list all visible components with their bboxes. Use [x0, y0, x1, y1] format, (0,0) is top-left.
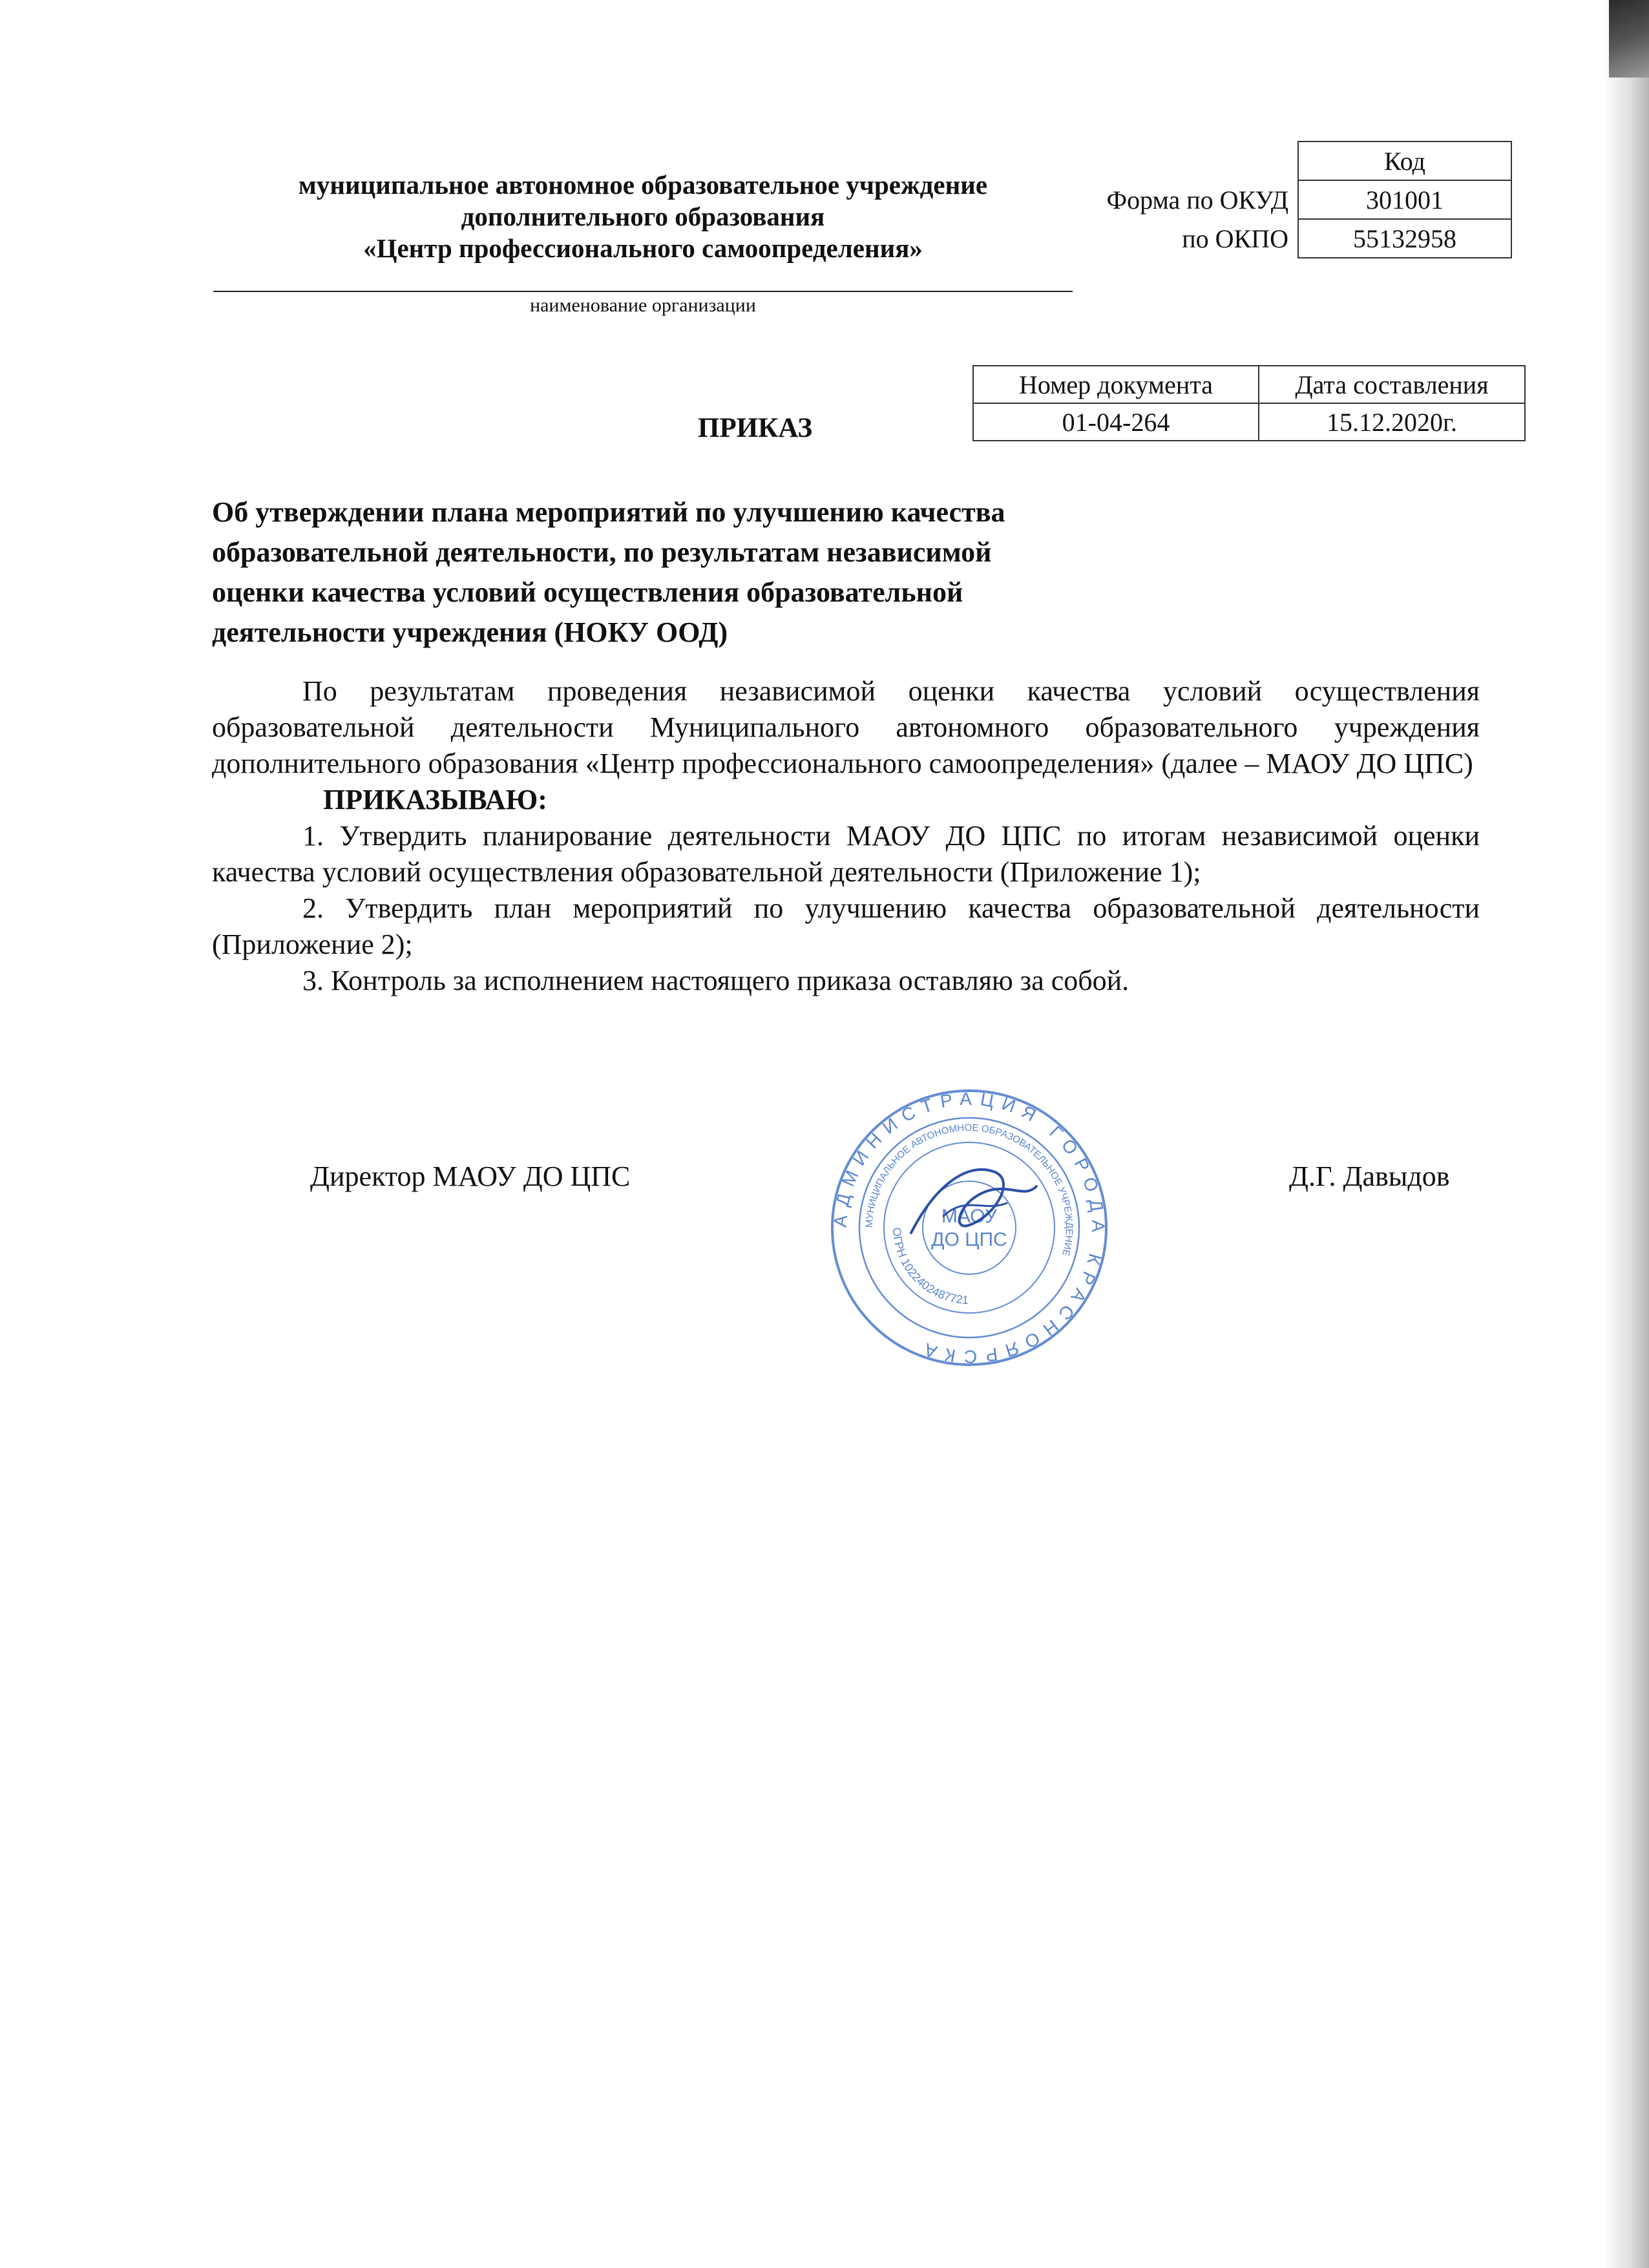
- org-line-1: муниципальное автономное образовательное учреждение: [298, 170, 988, 200]
- scan-corner-fold: [1609, 0, 1649, 78]
- order-word: ПРИКАЗЫВАЮ:: [323, 784, 547, 815]
- okpo-label: по ОКПО: [1182, 224, 1288, 253]
- okpo-value: 55132958: [1298, 219, 1511, 258]
- doc-date-header: Дата составления: [1259, 366, 1525, 403]
- scan-edge-shadow: [1604, 0, 1649, 2268]
- organization-name: [213, 169, 1073, 264]
- doc-number-header: Номер документа: [973, 366, 1259, 403]
- document-number-table: [972, 365, 1526, 441]
- handwritten-signature: [898, 1157, 1047, 1254]
- org-caption: наименование организации: [530, 295, 756, 316]
- subject-line-3: оценки качества условий осуществления образовательной: [212, 576, 963, 608]
- okud-label: Форма по ОКУД: [1106, 185, 1288, 215]
- seal-center-line-2: ДО ЦПС: [931, 1229, 1007, 1250]
- order-item-2: 2. Утвердить план мероприятий по улучшению качества образовательной деятельности (Приложение 2);: [212, 892, 1480, 960]
- org-underline: [213, 291, 1073, 292]
- signatory-title: Директор МАОУ ДО ЦПС: [310, 1160, 631, 1192]
- org-line-2: дополнительного образования: [461, 202, 825, 231]
- subject-line-2: образовательной деятельности, по результатам независимой: [212, 536, 992, 568]
- order-body: [212, 673, 1480, 999]
- signatory-name: Д.Г. Давыдов: [1289, 1160, 1450, 1192]
- seal-center-line-1: МАОУ: [941, 1206, 998, 1227]
- order-item-3: 3. Контроль за исполнением настоящего приказа оставляю за собой.: [302, 965, 1129, 996]
- doc-number: 01-04-264: [973, 403, 1259, 441]
- codes-header: Код: [1298, 142, 1511, 180]
- intro-paragraph: По результатам проведения независимой оценки качества условий осуществления образовательной деятельности Муниципального автономного образовательного учреждения дополнительного образования «Центр профессионального самоопределения» (далее – МАОУ ДО ЦПС): [212, 675, 1480, 779]
- document-type: ПРИКАЗ: [698, 413, 813, 443]
- okud-value: 301001: [1298, 180, 1511, 219]
- seal-outer-text: АДМИНИСТРАЦИЯ ГОРОДА КРАСНОЯРСКА: [830, 1088, 1109, 1367]
- seal-ring-text: МУНИЦИПАЛЬНОЕ АВТОНОМНОЕ ОБРАЗОВАТЕЛЬНОЕ УЧРЕЖДЕНИЕ: [863, 1122, 1075, 1257]
- subject-line-4: деятельности учреждения (НОКУ ООД): [212, 616, 728, 648]
- subject-line-1: Об утверждении плана мероприятий по улучшению качества: [212, 496, 1005, 528]
- doc-date: 15.12.2020г.: [1259, 403, 1525, 441]
- org-line-3: «Центр профессионального самоопределения»: [363, 233, 923, 263]
- order-item-1: 1. Утвердить планирование деятельности МАОУ ДО ЦПС по итогам независимой оценки качества условий осуществления образовательной деятельности (Приложение 1);: [212, 820, 1480, 888]
- seal-ogrn: ОГРН 1022402487721: [890, 1227, 969, 1307]
- order-subject: [212, 492, 1162, 653]
- codes-table: [1021, 141, 1512, 258]
